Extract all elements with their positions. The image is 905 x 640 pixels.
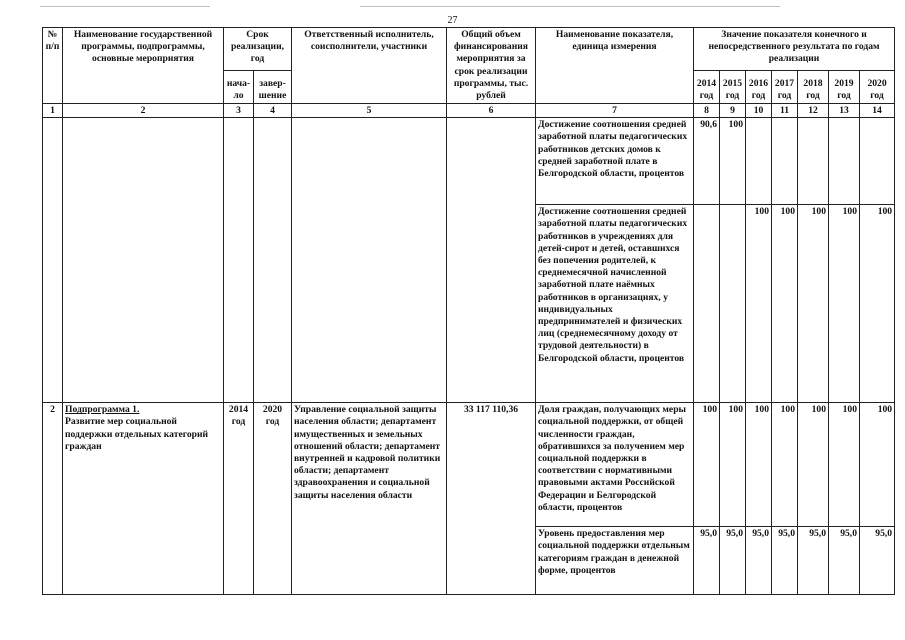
header-start: нача-ло xyxy=(224,71,254,104)
row-number: 2 xyxy=(43,403,63,595)
value-2020: 100 xyxy=(860,205,895,403)
value-2016: 95,0 xyxy=(746,527,772,595)
value-2019: 100 xyxy=(829,205,860,403)
column-number: 11 xyxy=(772,104,798,118)
header-values: Значение показателя конечного и непосредственного результата по годам реализации xyxy=(694,28,895,71)
header-year-2015: 2015 год xyxy=(720,71,746,104)
value-2014: 90,6 xyxy=(694,118,720,205)
column-number: 12 xyxy=(798,104,829,118)
indicator-name: Доля граждан, получающих меры социальной поддержки, от общей численности граждан, обратившихся за получением мер социальной поддержки в соответствии с нормативными правовыми актами Российской Федерации и Белгородской области, процентов xyxy=(536,403,694,527)
top-rule-right xyxy=(360,6,780,7)
column-number: 2 xyxy=(63,104,224,118)
column-number: 3 xyxy=(224,104,254,118)
header-program-name: Наименование государственной программы, подпрограммы, основные мероприятия xyxy=(63,28,224,104)
cell-empty xyxy=(292,118,447,403)
value-2018: 100 xyxy=(798,205,829,403)
value-2018: 100 xyxy=(798,403,829,527)
header-executor: Ответственный исполнитель, соисполнители, участники xyxy=(292,28,447,104)
indicator-name: Достижение соотношения средней заработной платы педагогических работников детских домов к средней заработной плате в Белгородской области, процентов xyxy=(536,118,694,205)
header-year-2020: 2020 год xyxy=(860,71,895,104)
column-number: 7 xyxy=(536,104,694,118)
header-row xyxy=(43,28,895,71)
table-row xyxy=(43,118,895,205)
column-number: 1 xyxy=(43,104,63,118)
funding-amount: 33 117 110,36 xyxy=(447,403,536,595)
value-2017: 100 xyxy=(772,403,798,527)
value-2014: 95,0 xyxy=(694,527,720,595)
period-end: 2020 год xyxy=(254,403,292,595)
executor: Управление социальной защиты населения области; департамент имущественных и земельных отношений области; департамент внутренней и кадровой политики области; департамент здравоохранения и социальной защиты населения области xyxy=(292,403,447,595)
subprogram-title: Развитие мер социальной поддержки отдельных категорий граждан xyxy=(65,416,209,452)
header-end: завер-шение xyxy=(254,71,292,104)
column-number: 9 xyxy=(720,104,746,118)
subprogram-name xyxy=(63,403,224,595)
subprogram-label: Подпрограмма 1. xyxy=(65,404,140,416)
value-2017: 95,0 xyxy=(772,527,798,595)
value-2019 xyxy=(829,118,860,205)
column-number: 4 xyxy=(254,104,292,118)
indicator-name: Уровень предоставления мер социальной поддержки отдельным категориям граждан в денежной форме, процентов xyxy=(536,527,694,595)
value-2014: 100 xyxy=(694,403,720,527)
value-2016 xyxy=(746,118,772,205)
value-2015 xyxy=(720,205,746,403)
header-year-2016: 2016 год xyxy=(746,71,772,104)
header-year-2014: 2014 год xyxy=(694,71,720,104)
cell-empty xyxy=(254,118,292,403)
column-number: 8 xyxy=(694,104,720,118)
value-2019: 100 xyxy=(829,403,860,527)
value-2016: 100 xyxy=(746,403,772,527)
header-funding: Общий объем финансирования мероприятия за срок реализации программы, тыс. рублей xyxy=(447,28,536,104)
page-number: 27 xyxy=(447,15,458,26)
period-start: 2014 год xyxy=(224,403,254,595)
value-2017 xyxy=(772,118,798,205)
value-2015: 100 xyxy=(720,403,746,527)
cell-empty xyxy=(224,118,254,403)
cell-empty xyxy=(63,118,224,403)
value-2017: 100 xyxy=(772,205,798,403)
header-period: Срок реализации, год xyxy=(224,28,292,71)
value-2015: 100 xyxy=(720,118,746,205)
column-number: 6 xyxy=(447,104,536,118)
value-2020 xyxy=(860,118,895,205)
column-number: 14 xyxy=(860,104,895,118)
header-year-2018: 2018 год xyxy=(798,71,829,104)
value-2020: 100 xyxy=(860,403,895,527)
column-number: 5 xyxy=(292,104,447,118)
cell-empty xyxy=(43,118,63,403)
value-2014 xyxy=(694,205,720,403)
cell-empty xyxy=(447,118,536,403)
value-2020: 95,0 xyxy=(860,527,895,595)
indicator-name: Достижение соотношения средней заработной платы педагогических работников в учреждениях для детей-сирот и детей, оставшихся без попечения родителей, к среднемесячной начисленной заработной плате наёмных работников в организациях, у индивидуальных предпринимателей и физических лиц (среднемесячному доходу от трудовой деятельности) в Белгородской области, процентов xyxy=(536,205,694,403)
header-num: № п/п xyxy=(43,28,63,104)
header-year-2017: 2017 год xyxy=(772,71,798,104)
value-2018 xyxy=(798,118,829,205)
header-indicator: Наименование показателя, единица измерения xyxy=(536,28,694,104)
column-number-row xyxy=(43,104,895,118)
header-year-2019: 2019 год xyxy=(829,71,860,104)
program-table xyxy=(42,27,895,595)
top-rule-left xyxy=(40,6,210,7)
value-2015: 95,0 xyxy=(720,527,746,595)
value-2018: 95,0 xyxy=(798,527,829,595)
subprogram-row xyxy=(43,403,895,527)
value-2016: 100 xyxy=(746,205,772,403)
value-2019: 95,0 xyxy=(829,527,860,595)
column-number: 10 xyxy=(746,104,772,118)
column-number: 13 xyxy=(829,104,860,118)
